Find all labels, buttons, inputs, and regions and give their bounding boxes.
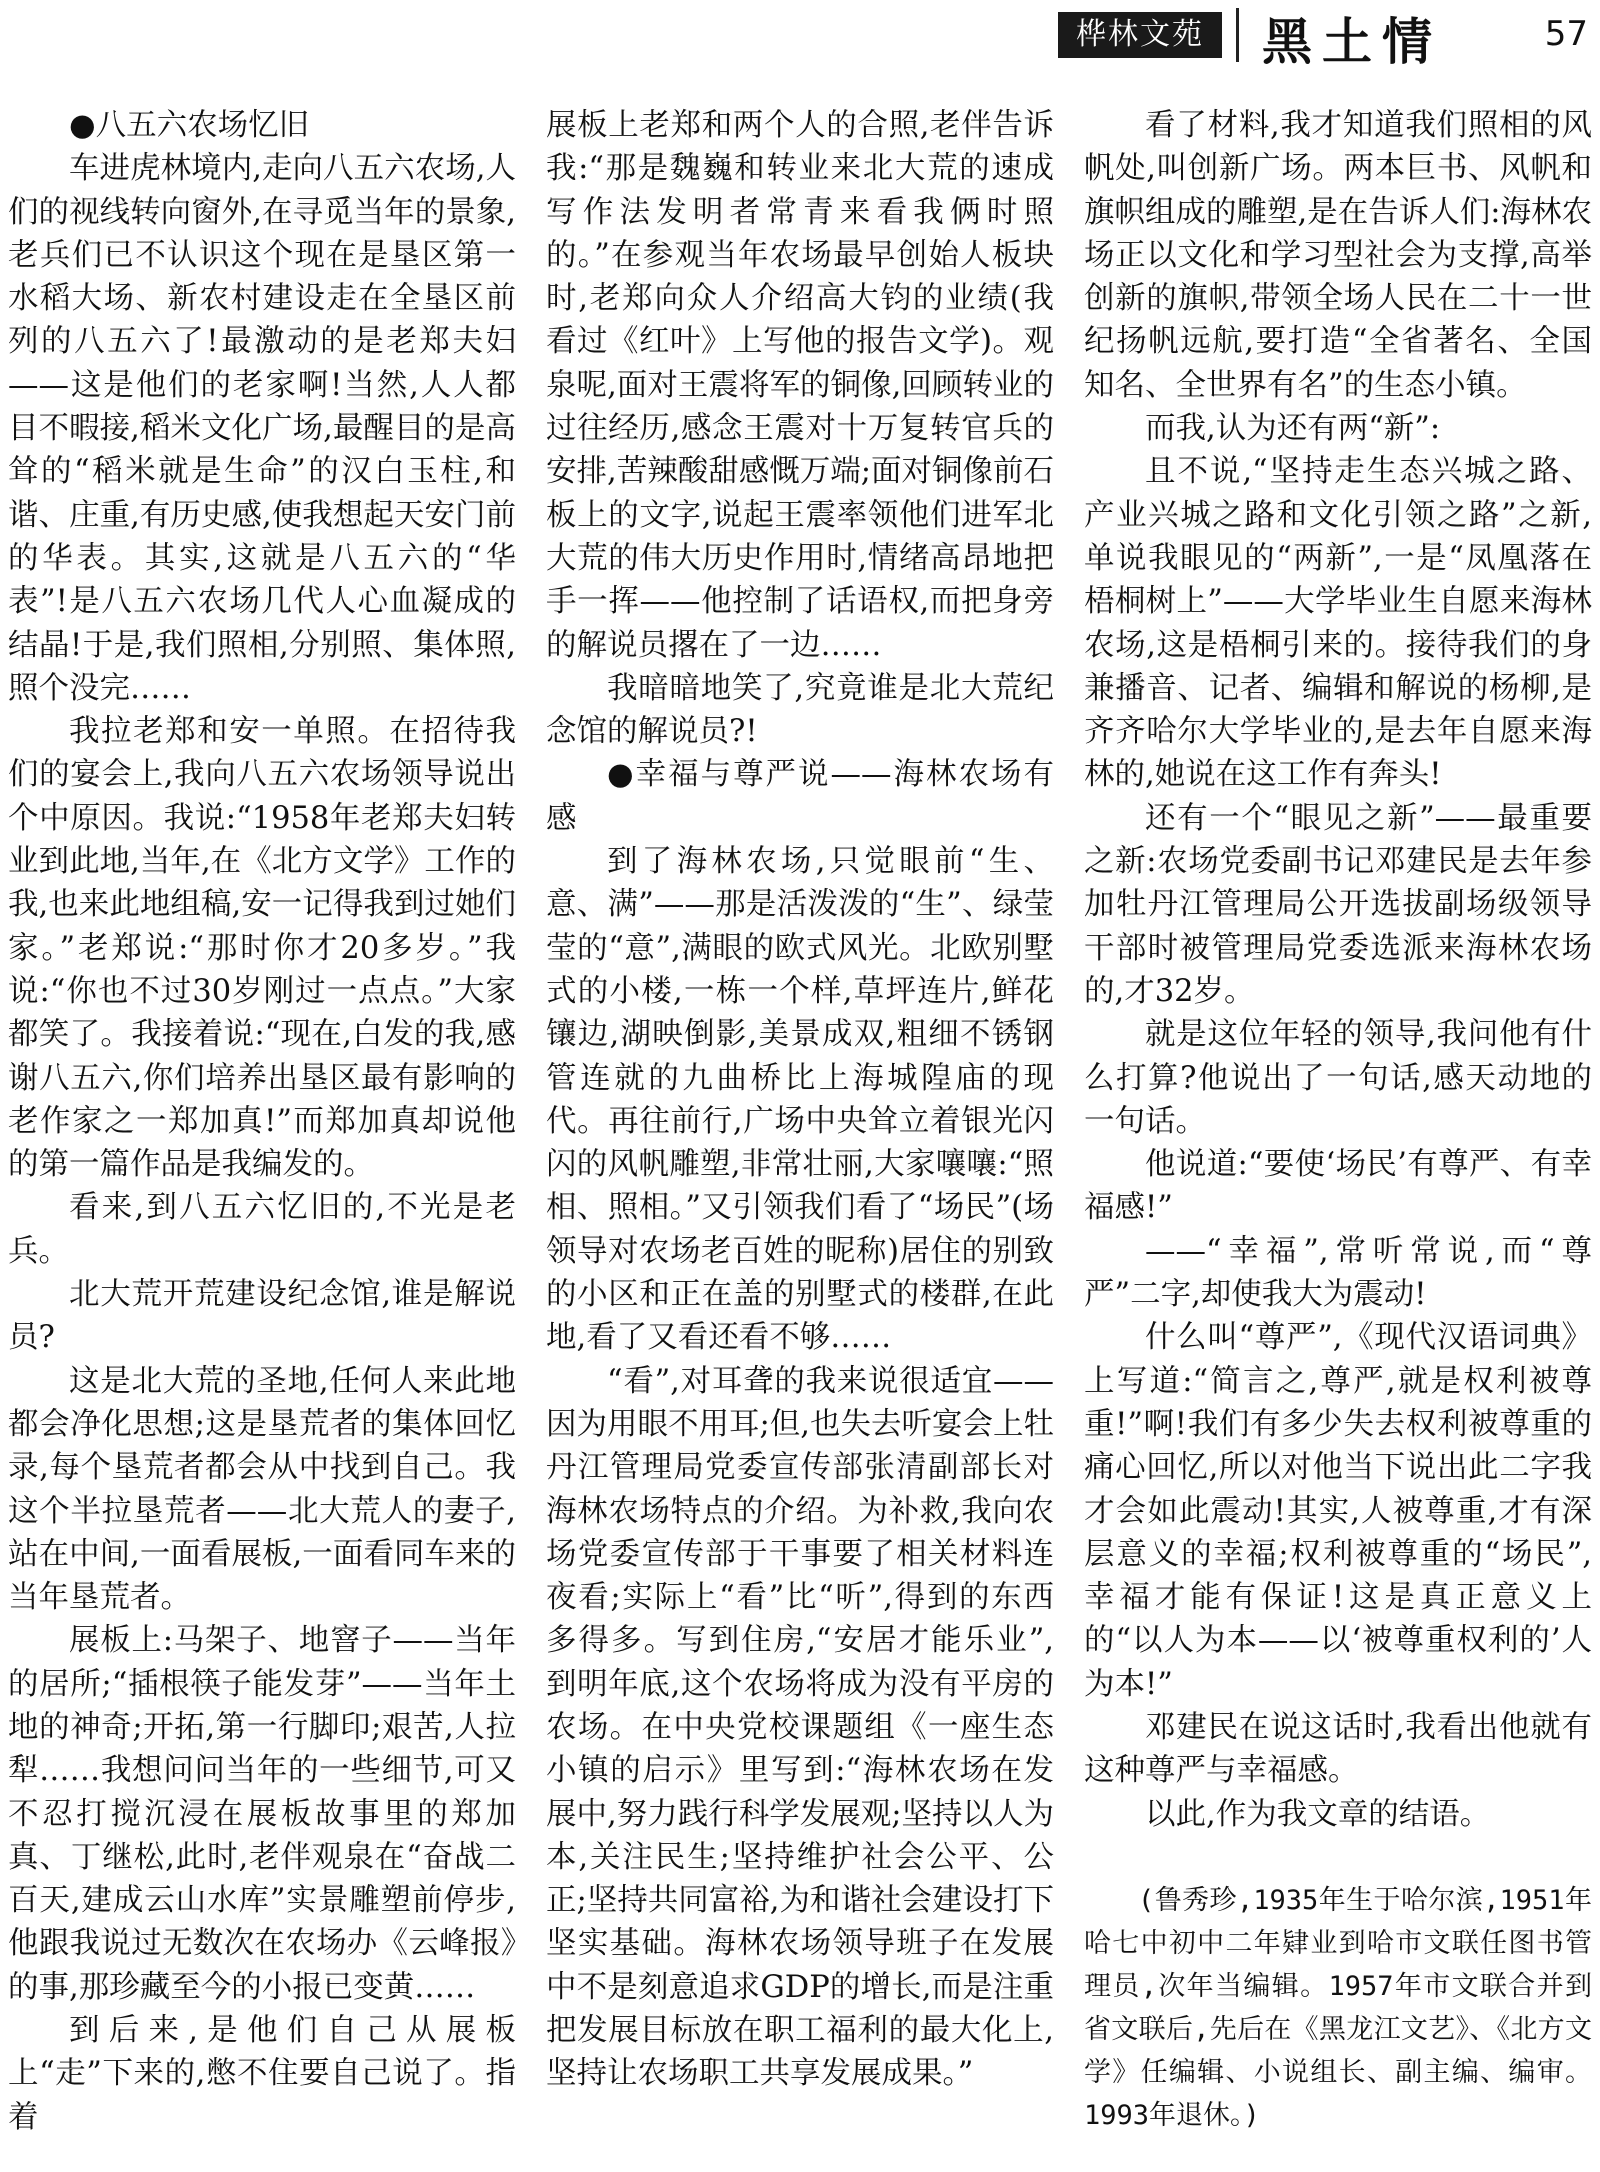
section-tag: 桦林文苑 — [1058, 12, 1222, 58]
column-title: 黑土情 — [1262, 12, 1442, 71]
author-bio: (鲁秀珍,1935年生于哈尔滨,1951年哈七中初中二年肄业到哈市文联任图书管理员,次年当编辑。1957年市文联合并到省文联后,先后在《黑龙江文艺》、《北方文学》任编辑、小说组长、副主编、编审。1993年退休。) — [1084, 1884, 1592, 2131]
paragraph: 邓建民在说这话时,我看出他就有这种尊严与幸福感。 — [1084, 1709, 1592, 1789]
subheading: ●幸福与尊严说——海林农场有感 — [546, 757, 1054, 836]
paragraph: 他说道:“要使‘场民’有尊严、有幸福感!” — [1084, 1147, 1592, 1226]
paragraph: 北大荒开荒建设纪念馆,谁是解说员? — [8, 1277, 516, 1356]
paragraph: 看来,到八五六忆旧的,不光是老兵。 — [8, 1190, 516, 1269]
paragraph: 还有一个“眼见之新”——最重要之新:农场党委副书记邓建民是去年参加牡丹江管理局公开选拔副场级领导干部时被管理局党委选派来海林农场的,才32岁。 — [1084, 800, 1592, 1009]
paragraph: 车进虎林境内,走向八五六农场,人们的视线转向窗外,在寻觅当年的景象,老兵们已不认识这个现在是垦区第一水稻大场、新农村建设走在全垦区前列的八五六了!最激动的是老郑夫妇——这是他们的老家啊!当然,人人都目不暇接,稻米文化广场,最醒目的是高耸的“稻米就是生命”的汉白玉柱,和谐、庄重,有历史感,使我想起天安门前的华表。其实,这就是八五六的“华表”!是八五六农场几代人心血凝成的结晶!于是,我们照相,分别照、集体照,照个没完…… — [8, 151, 516, 706]
paragraph: 展板上:马架子、地窨子——当年的居所;“插根筷子能发芽”——当年土地的神奇;开拓,第一行脚印;艰苦,人拉犁……我想问问当年的一些细节,可又不忍打搅沉浸在展板故事里的郑加真、丁继松,此时,老伴观泉在“奋战二百天,建成云山水库”实景雕塑前停步,他跟我说过无数次在农场办《云峰报》的事,那珍藏至今的小报已变黄…… — [8, 1623, 516, 2005]
paragraph: 到了海林农场,只觉眼前“生、意、满”——那是活泼泼的“生”、绿莹莹的“意”,满眼的欧式风光。北欧别墅式的小楼,一栋一个样,草坪连片,鲜花镶边,湖映倒影,美景成双,粗细不锈钢管连就的九曲桥比上海城隍庙的现代。再往前行,广场中央耸立着银光闪闪的风帆雕塑,非常壮丽,大家嚷嚷:“照相、照相。”又引领我们看了“场民”(场领导对农场老百姓的昵称)居住的别致的小区和正在盖的别墅式的楼群,在此地,看了又看还看不够…… — [546, 844, 1054, 1356]
paragraph: 看了材料,我才知道我们照相的风帆处,叫创新广场。两本巨书、风帆和旗帜组成的雕塑,是在告诉人们:海林农场正以文化和学习型社会为支撑,高举创新的旗帜,带领全场人民在二十一世纪扬帆远航,要打造“全省著名、全国知名、全世界有名”的生态小镇。 — [1084, 108, 1592, 403]
paragraph: ——“幸福”,常听常说,而“尊严”二字,却使我大为震动! — [1084, 1233, 1592, 1313]
paragraph: 展板上老郑和两个人的合照,老伴告诉我:“那是魏巍和转业来北大荒的速成写作法发明者常青来看我俩时照的。”在参观当年农场最早创始人板块时,老郑向众人介绍高大钧的业绩(我看过《红叶》上写他的报告文学)。观泉呢,面对王震将军的铜像,回顾转业的过往经历,感念王震对十万复转官兵的安排,苦辣酸甜感慨万端;面对铜像前石板上的文字,说起王震率领他们进军北大荒的伟大历史作用时,情绪高昂地把手一挥——他控制了话语权,而把身旁的解说员撂在了一边…… — [546, 108, 1054, 663]
paragraph: 且不说,“坚持走生态兴城之路、产业兴城之路和文化引领之路”之新,单说我眼见的“两新”,一是“凤凰落在梧桐树上”——大学毕业生自愿来海林农场,这是梧桐引来的。接待我们的身兼播音、记者、编辑和解说的杨柳,是齐齐哈尔大学毕业的,是去年自愿来海林的,她说在这工作有奔头! — [1084, 454, 1592, 793]
paragraph: 就是这位年轻的领导,我问他有什么打算?他说出了一句话,感天动地的一句话。 — [1084, 1017, 1592, 1139]
paragraph: 以此,作为我文章的结语。 — [1145, 1796, 1491, 1832]
paragraph: 这是北大荒的圣地,任何人来此地都会净化思想;这是垦荒者的集体回忆录,每个垦荒者都会从中找到自己。我这个半拉垦荒者——北大荒人的妻子,站在中间,一面看展板,一面看同车来的当年垦荒者。 — [8, 1363, 516, 1616]
paragraph: 而我,认为还有两“新”: — [1145, 411, 1441, 447]
paragraph: 我拉老郑和安一单照。在招待我们的宴会上,我向八五六农场领导说出个中原因。我说:“1958年老郑夫妇转业到此地,当年,在《北方文学》工作的我,也来此地组稿,安一记得我到过她们家。”老郑说:“那时你才20多岁。”我说:“你也不过30岁刚过一点点。”大家都笑了。我接着说:“现在,白发的我,感谢八五六,你们培养出垦区最有影响的老作家之一郑加真!”而郑加真却说他的第一篇作品是我编发的。 — [8, 714, 516, 1183]
paragraph: 什么叫“尊严”,《现代汉语词典》上写道:“简言之,尊严,就是权利被尊重!”啊!我们有多少失去权利被尊重的痛心回忆,所以对他当下说出此二字我才会如此震动!其实,人被尊重,才有深层意义的幸福;权利被尊重的“场民”,幸福才能有保证!这是真正意义上的“以人为本——以‘被尊重权利的’人为本!” — [1084, 1320, 1592, 1702]
page-number: 57 — [1544, 14, 1588, 54]
article-body — [8, 104, 1592, 2164]
text-column-2 — [546, 104, 1054, 2164]
paragraph: 到后来,是他们自己从展板上“走”下来的,憋不住要自己说了。指着 — [8, 2013, 516, 2135]
paragraph: 我暗暗地笑了,究竟谁是北大荒纪念馆的解说员?! — [546, 670, 1054, 750]
page-header — [0, 0, 1600, 72]
text-column-3 — [1084, 104, 1592, 2164]
header-divider — [1236, 8, 1239, 62]
paragraph: “看”,对耳聋的我来说很适宜——因为用眼不用耳;但,也失去听宴会上牡丹江管理局党委宣传部张清副部长对海林农场特点的介绍。为补救,我向农场党委宣传部于干事要了相关材料连夜看;实际上“看”比“听”,得到的东西多得多。写到住房,“安居才能乐业”,到明年底,这个农场将成为没有平房的农场。在中央党校课题组《一座生态小镇的启示》里写到:“海林农场在发展中,努力践行科学发展观;坚持以人为本,关注民生;坚持维护社会公平、公正;坚持共同富裕,为和谐社会建设打下坚实基础。海林农场领导班子在发展中不是刻意追求GDP的增长,而是注重把发展目标放在职工福利的最大化上,坚持让农场职工共享发展成果。” — [546, 1363, 1054, 2092]
text-column-1 — [8, 104, 516, 2164]
subheading: ●八五六农场忆旧 — [69, 108, 310, 143]
